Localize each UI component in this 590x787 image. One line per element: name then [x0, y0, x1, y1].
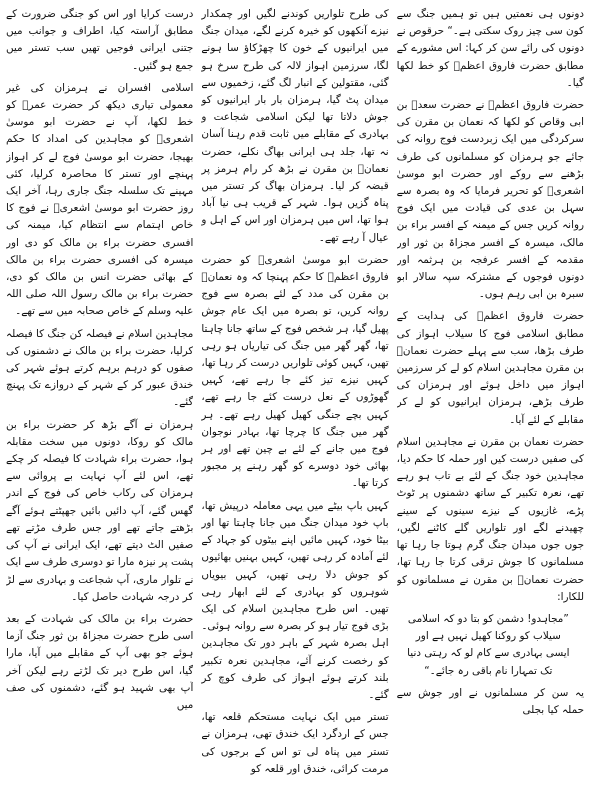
paragraph: ہرمزان نے آگے بڑھ کر حضرت براء بن مالک کو روکا، دونوں میں سخت مقابلہ ہوا، حضرت براء شہادت کا فیصلہ کر چکے تھے، اس لئے آپ نہایت بے پروائی سے ہرمزان کی رکاب خاص کی فوج کے اندر گھس گئے، آپ دائیں بائیں جھپٹتے ہوئے آگے بڑھتے جاتے تھے اور جس طرف مڑتے تھے صفیں الٹ دیتے تھے، ایک ایرانی نے آپ کی پشت پر نیزہ مارا تو دوسری طرف سے ایک نے تلوار ماری، آپ شجاعت و بہادری سے لڑ کر درجہ شہادت حاصل کیا۔: [6, 418, 194, 603]
paragraph: دونوں ہی نعمتیں ہیں تو ہمیں جنگ سے کون سی چیز روک سکتی ہے۔“ حرقوص نے دونوں کی رائے سن کر کہا: اس مشورے کے مطابق حضرت فاروق اعظمؓ کو خط لکھا گیا۔: [396, 8, 584, 89]
paragraph: مجاہدین اسلام نے فیصلہ کن جنگ کا فیصلہ کرلیا، حضرت براء بن مالک نے دشمنوں کی صفوں کو درہم برہم کرتے ہوئے شہر کی خندق عبور کر کے شہر کے دروازے تک پہنچ گئے۔: [6, 327, 194, 409]
quotation: ”مجاہدو! دشمن کو بتا دو کہ اسلامی سیلاب کو روکنا کھیل نہیں ہے اور ایسی بہادری سے کام لو کہ رہتی دنیا تک تمہارا نام باقی رہ جائے۔“: [407, 612, 570, 677]
paragraph: کی طرح تلواریں کوندنے لگیں اور چمکدار نیزے آنکھوں کو خیرہ کرنے لگے، میدان جنگ میں ایرانیوں کے خون کا چھڑکاؤ سا ہونے لگا، سرزمین اہواز لالہ کی طرح سرخ ہو گئی، مقتولین کے انبار لگ گئے، زخمیوں سے میدان پٹ گیا، ہرمزان بار بار ایرانیوں کو جوش دلاتا تھا لیکن اسلامی شجاعت و بہادری کے مقابلے میں ثابت قدم رہنا آسان نہ تھا، جلد ہی ایرانی بھاگ نکلے، حضرت نعمانؓ بن مقرن نے بڑھ کر رام ہرمز پر قبضہ کر لیا۔ ہرمزان بھاگ کر تستر میں پناہ گزیں ہوا۔ شہر کے قریب ہی نیا آباد ہوا تھا، اس میں ہرمزان اور اس کے اہل و عیال آ رہے تھے۔: [201, 8, 389, 244]
paragraph: اسلامی افسران نے ہرمزان کی غیر معمولی تیاری دیکھ کر حضرت عمرؓ کو خط لکھا، آپ نے حضرت ابو موسیٰ اشعریؓ کو مجاہدین کی امداد کا حکم بھیجا، حضرت ابو موسیٰ فوج لے کر اہواز پہنچے اور تستر کا محاصرہ کرلیا، کئی مہینے تک سلسلہ جنگ جاری رہا، آخر ایک روز حضرت ابو موسیٰ اشعریؓ نے فوج کا خاص اہتمام سے انتظام کیا، میمنہ کی افسری حضرت براء بن مالک کو دی اور میسرہ کی افسری حضرت براء بن مالک کے بھائی حضرت انس بن مالک کو دی، حضرت براء بن مالک رسول اللہ صلی اللہ علیہ وسلم کے خاص صحابہ میں سے تھے۔: [6, 81, 194, 318]
text-column-left: [6, 6, 193, 783]
paragraph: تستر میں ایک نہایت مستحکم قلعہ تھا، جس کے اردگرد ایک خندق تھی، ہرمزان نے تستر میں پناہ لی تو اس کے برجوں کی مرمت کرائی، خندق اور قلعہ کو: [201, 711, 389, 775]
paragraph: حضرت نعمان بن مقرن نے مجاہدین اسلام کی صفیں درست کیں اور حملہ کا حکم دیا، مجاہدین خود جنگ کے لئے بے تاب ہو رہے تھے، نعرہ تکبیر کے ساتھ دشمنوں پر ٹوٹ پڑے، غازیوں کے نیزے سینوں کے سینے چھیدنے لگے اور تلواریں گلے کاٹنے لگیں، جوں جوں میدان جنگ گرم ہوتا جا رہا تھا مسلمانوں کا جوش ترقی کرتا جا رہا تھا، حضرت نعمانؓ بن مقرن نے مسلمانوں کو للکارا:: [396, 435, 584, 603]
paragraph: حضرت براء بن مالک کی شہادت کے بعد اسی طرح حضرت مجزاۃ بن ثور جنگ آزما ہوئے جو بھی آپ کے مقابلے میں آیا، مارا گیا، اس طرح دیر تک لڑتے رہے لیکن آخر آپ بھی شہید ہو گئے، دشمنوں کی صف میں: [6, 612, 194, 711]
paragraph: حضرت ابو موسیٰ اشعریؓ کو حضرت فاروق اعظمؓ کا حکم پہنچا کہ وہ نعمانؓ بن مقرن کی مدد کے لئے بصرہ سے فوج روانہ کریں، تو بصرہ میں ایک عام جوش پھیل گیا، ہر شخص فوج کے ساتھ جانا چاہتا تھا، گھر گھر میں جنگ کی تیاریاں ہو رہی تھیں، کہیں کوئی تلواریں درست کر رہا تھا، کہیں نیزے تیز کئے جا رہے تھے، کہیں گھوڑوں کے نعل درست کئے جا رہے تھے، کہیں بچے جنگی کھیل کھیل رہے تھے۔ ہر گھر میں جنگ کا چرچا تھا، بہادر نوجوان فوج میں جانے کے لئے بے چین تھے اور ہر بھائی خود دوسرے کو گھر رہنے پر مجبور کرتا تھا۔: [201, 253, 389, 490]
paragraph: حضرت فاروق اعظمؓ کی ہدایت کے مطابق اسلامی فوج کا سیلاب اہواز کی طرف بڑھا، سب سے پہلے حضرت نعمانؓ بن مقرن مجاہدین اسلام کو لے کر سرزمین اہواز میں داخل ہوئے اور ہرمزان کی طرف بڑھے، ہرمزان ایرانیوں کو لے کر مقابلے کے لئے آیا۔: [396, 310, 584, 426]
text-column-right: [397, 6, 584, 783]
paragraph: حضرت فاروق اعظمؓ نے حضرت سعدؓ بن ابی وقاص کو لکھا کہ نعمان بن مقرن کی سرکردگی میں ایک زبردست فوج روانہ کی جائے جو ہرمزان کو مسلمانوں کی طرف بڑھنے سے روکے اور حضرت ابو موسیٰ اشعریؓ کو تحریر فرمایا کہ وہ بصرہ سے سہل بن عدی کی قیادت میں ایک فوج روانہ کریں جس کے میمنہ کے افسر براء بن مالک، میسرہ کے افسر مجزاۃ بن ثور اور مقدمہ کے افسر عرفجہ بن ہرثمہ اور دونوں فوجوں کے مشترکہ سپہ سالار ابو سبرہ بن ابی رہم ہوں۔: [396, 99, 584, 301]
text-column-middle: [201, 6, 388, 783]
paragraph: درست کرایا اور اس کو جنگی ضرورت کے مطابق آراستہ کیا، اطراف و جوانب میں جتنی ایرانی فوجیں تھیں سب تستر میں جمع ہو گئیں۔: [6, 8, 194, 72]
paragraph: یہ سن کر مسلمانوں نے اور جوش سے حملہ کیا بجلی: [396, 686, 584, 716]
paragraph: کہیں باپ بیٹے میں یہی معاملہ درپیش تھا، باپ خود میدان جنگ میں جانا چاہتا تھا اور بیٹا خود، کہیں مائیں اپنے بیٹوں کو جہاد کے لئے آمادہ کر رہی تھیں، کہیں بہنیں بھائیوں کو جوش دلا رہی تھیں، کہیں بیویاں شوہروں کو بہادری کے لئے ابھار رہی تھیں۔ اس طرح مجاہدین اسلام کی ایک بڑی فوج تیار ہو کر بصرہ سے روانہ ہوئی۔ اہل بصرہ شہر کے باہر دور تک مجاہدین کو رخصت کرنے آئے، مجاہدین نعرہ تکبیر بلند کرتے ہوئے اہواز کی طرف کوچ کر گئے۔: [201, 499, 389, 701]
